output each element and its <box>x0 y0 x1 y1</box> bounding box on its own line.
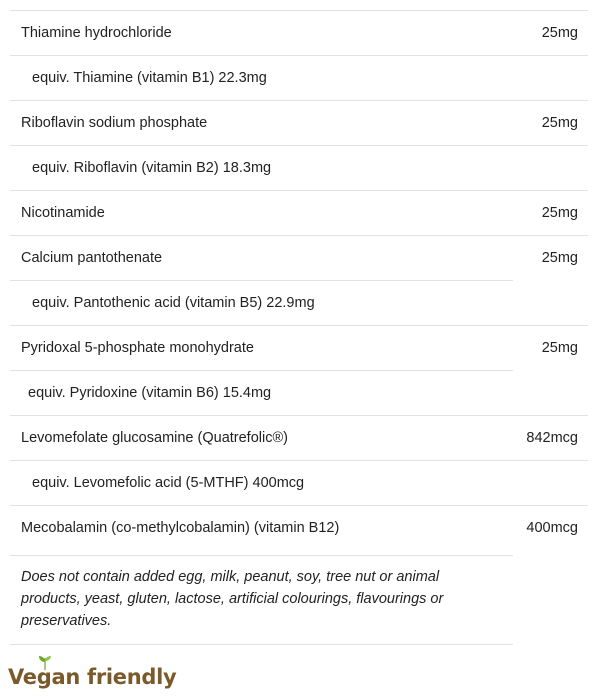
table-row <box>10 190 588 235</box>
ingredient-amount: 25mg <box>541 25 578 41</box>
table-row <box>10 55 588 100</box>
ingredient-equivalent: equiv. Riboflavin (vitamin B2) 18.3mg <box>32 160 272 176</box>
ingredient-name: Calcium pantothenate <box>21 250 163 266</box>
table-row <box>10 235 588 280</box>
table-row <box>10 280 588 325</box>
ingredient-amount: 25mg <box>541 340 578 356</box>
ingredient-equivalent: equiv. Pantothenic acid (vitamin B5) 22.9mg <box>32 295 315 311</box>
table-row <box>10 415 588 460</box>
ingredient-name: Levomefolate glucosamine (Quatrefolic®) <box>21 430 288 446</box>
ingredient-name: Pyridoxal 5-phosphate monohydrate <box>21 340 254 356</box>
table-row <box>10 10 588 55</box>
allergen-note: Does not contain added egg, milk, peanut, soy, tree nut or animal products, yeast, gluten, lactose, artificial colourings, flavourings or preservatives. <box>21 569 444 629</box>
ingredient-amount: 25mg <box>541 250 578 266</box>
table-row <box>10 460 588 505</box>
ingredient-name: Thiamine hydrochloride <box>21 25 172 41</box>
table-row <box>10 100 588 145</box>
table-row <box>10 505 588 550</box>
ingredient-name: Nicotinamide <box>21 205 105 221</box>
table-row <box>10 145 588 190</box>
ingredient-amount: 25mg <box>541 115 578 131</box>
ingredient-name: Riboflavin sodium phosphate <box>21 115 208 131</box>
ingredient-equivalent: equiv. Pyridoxine (vitamin B6) 15.4mg <box>28 385 272 401</box>
ingredient-equivalent: equiv. Thiamine (vitamin B1) 22.3mg <box>32 70 267 86</box>
ingredient-amount: 400mcg <box>526 520 578 536</box>
vegan-friendly-badge <box>8 655 177 695</box>
row-divider <box>10 555 513 556</box>
table-row <box>10 370 588 415</box>
ingredient-amount: 25mg <box>541 205 578 221</box>
note-divider <box>10 644 513 645</box>
table-row <box>10 325 588 370</box>
ingredient-amount: 842mcg <box>526 430 578 446</box>
ingredient-name: Mecobalamin (co-methylcobalamin) (vitamin B12) <box>21 520 340 536</box>
ingredients-table <box>10 0 588 540</box>
vegan-label: Vegan friendly <box>8 665 177 689</box>
ingredient-equivalent: equiv. Levomefolic acid (5-MTHF) 400mcg <box>32 475 305 491</box>
